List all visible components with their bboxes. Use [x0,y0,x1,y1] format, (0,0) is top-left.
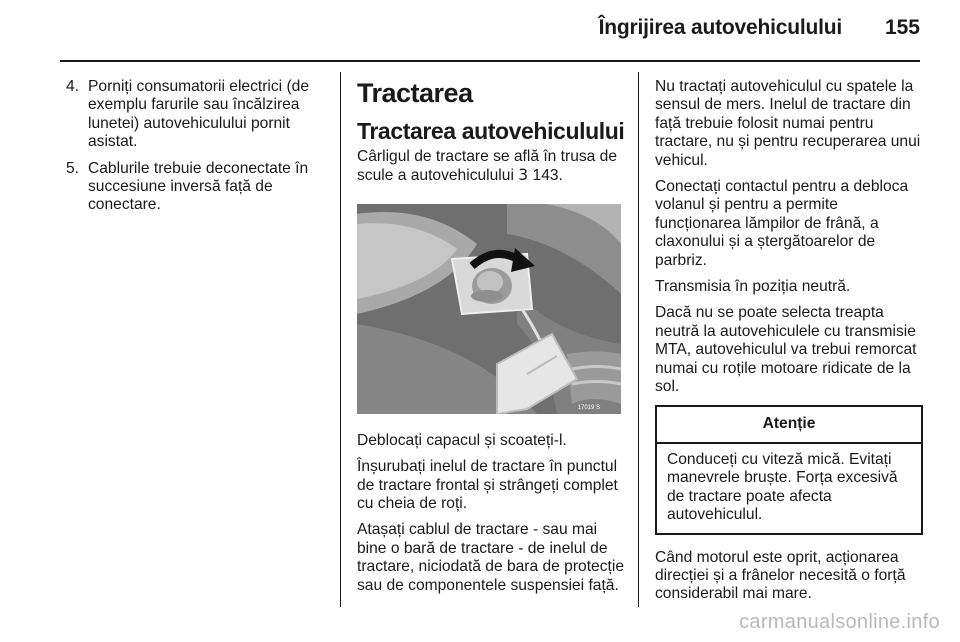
column-divider-right [638,72,639,607]
paragraph: Când motorul este oprit, acționarea direcției și a frânelor necesită o forță considerabil mai mare. [655,548,906,603]
section-title: Tractarea [357,78,473,108]
step-number: 4. [66,78,80,95]
paragraph: Înșurubați inelul de tractare în punctul de tractare frontal și strângeți complet cu cheia de roți. [357,458,618,513]
right-column [655,78,923,612]
towing-eye-illustration [357,204,621,414]
paragraph: Nu tractați autovehiculul cu spatele la sensul de mers. Inelul de tractare din față trebuie folosit numai pentru tractare, nu și pentru recuperarea unui vehicul. [655,78,921,169]
intro-text: Cârligul de tractare se află în trusa de scule a autovehiculului [357,148,618,185]
middle-column [357,78,625,603]
warning-title: Atenție [657,407,921,444]
list-item [62,160,324,215]
subsection-title: Tractarea autovehiculului [357,118,625,144]
page-reference-link[interactable]: 143. [532,167,563,185]
page-reference-icon: 3 [518,166,529,185]
paragraph: Dacă nu se poate selecta treapta neutră la autovehiculele cu transmisie MTA, autovehiculul va trebui remorcat numai cu roțile motoare ridicate de la sol. [655,304,917,396]
left-column [62,78,324,223]
step-number: 5. [66,159,80,177]
paragraph: Conectați contactul pentru a debloca volanul și pentru a permite funcționarea lămpilor de frână, a claxonului și a ștergătoarelor de parbriz. [655,178,909,269]
step-text: Cablurile trebuie deconectate în succesiune inversă față de conectare. [88,159,309,214]
photo-code: 17019 S [577,404,600,411]
paragraph: Atașați cablul de tractare - sau mai bine o bară de tractare - de inelul de tractare, niciodată de bara de protecție sau de componentele suspensiei față. [357,521,624,594]
watermark: carmanualsonline.info [739,611,940,633]
steps-list [62,78,324,215]
paragraph: Transmisia în poziția neutră. [655,278,851,296]
warning-box [655,405,923,535]
paragraph: Deblocați capacul și scoateți-l. [357,431,567,449]
running-header-title: Îngrijirea autovehiculului [598,16,842,39]
towing-eye-photo [357,204,621,414]
header-divider [60,60,920,62]
page-number: 155 [884,16,920,39]
column-divider-left [340,72,341,607]
warning-text: Conduceți cu viteză mică. Evitați manevrele bruște. Forța excesivă de tractare poate afecta autovehiculul. [667,450,898,524]
step-text: Porniți consumatorii electrici (de exemplu farurile sau încălzirea lunetei) autovehiculului pornit asistat. [88,78,309,151]
intro-paragraph [357,148,625,186]
list-item [62,78,324,152]
